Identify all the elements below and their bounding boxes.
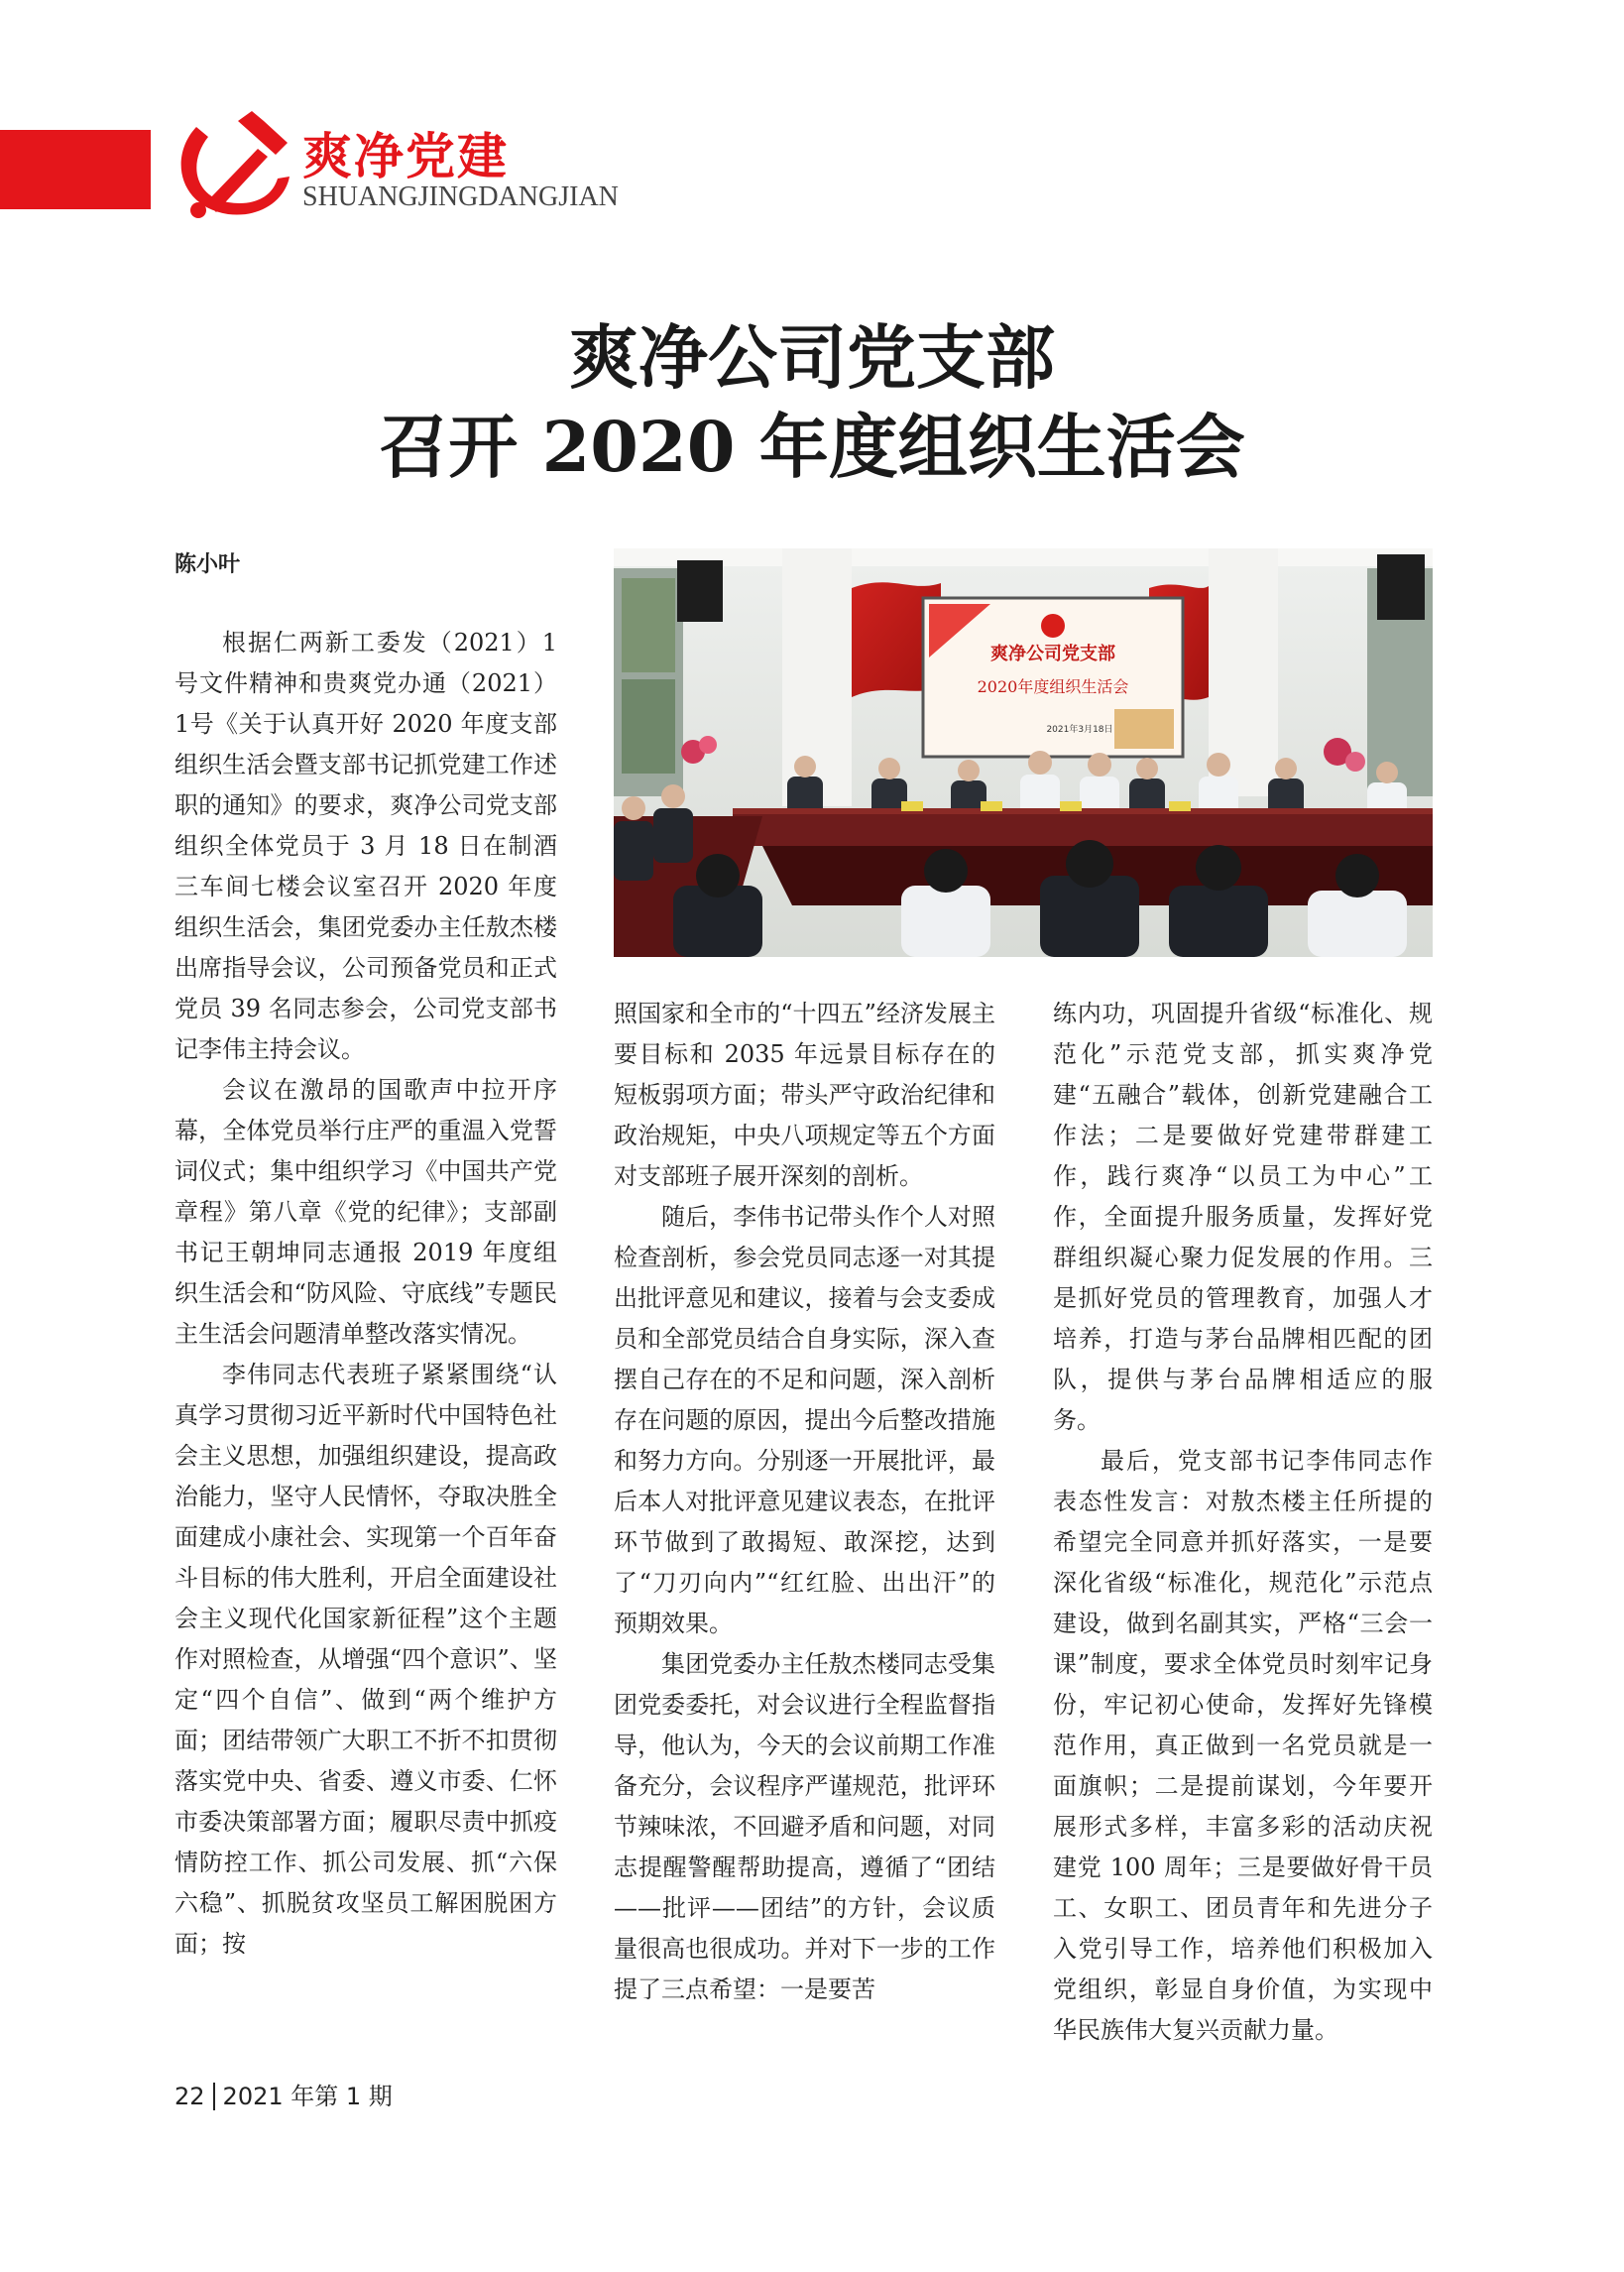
article-title-line2: 召开 2020 年度组织生活会 (379, 406, 1245, 488)
author-name: 陈小叶 (174, 552, 241, 577)
article-column-3 (1053, 994, 1433, 2051)
paragraph: 最后，党支部书记李伟同志作表态性发言：对敖杰楼主任所提的希望完全同意并抓好落实，一是要深化省级“标准化，规范化”示范点建设，做到名副其实，严格“三会一课”制度，要求全体党员时刻牢记身份，牢记初心使命，发挥好先锋模范作用，真正做到一名党员就是一面旗帜；二是提前谋划，今年要开展形式多样，丰富多彩的活动庆祝建党 100 周年；三是要做好骨干员工、女职工、团员青年和先进分子入党引导工作，培养他们积极加入党组织，彰显自身价值，为实现中华民族伟大复兴贡献力量。 (1053, 1447, 1433, 2044)
article-title-line1: 爽净公司党支部 (569, 316, 1055, 399)
paragraph: 李伟同志代表班子紧紧围绕“认真学习贯彻习近平新时代中国特色社会主义思想，加强组织建设，提高政治能力，坚守人民情怀，夺取决胜全面建成小康社会、实现第一个百年奋斗目标的伟大胜利，开启全面建设社会主义现代化国家新征程”这个主题作对照检查，从增强“四个意识”、坚定“四个自信”、做到“两个维护方面；团结带领广大职工不折不扣贯彻落实党中央、省委、遵义市委、仁怀市委决策部署方面；履职尽责中抓疫情防控工作、抓公司发展、抓“六保六稳”、抓脱贫攻坚员工解困脱困方面；按 (174, 1361, 557, 1958)
paragraph: 练内功，巩固提升省级“标准化、规范化”示范党支部，抓实爽净党建“五融合”载体，创新党建融合工作法；二是要做好党建带群建工作，践行爽净“以员工为中心”工作，全面提升服务质量，发挥好党群组织凝心聚力促发展的作用。三是抓好党员的管理教育，加强人才培养，打造与茅台品牌相匹配的团队，提供与茅台品牌相适应的服务。 (1053, 1000, 1433, 1434)
hammer-sickle-icon (169, 107, 297, 226)
article-column-1 (174, 623, 557, 1965)
paragraph: 随后，李伟书记带头作个人对照检查剖析，参会党员同志逐一对其提出批评意见和建议，接着与会支委成员和全部党员结合自身实际，深入查摆自己存在的不足和问题，深入剖析存在问题的原因，提出今后整改措施和努力方向。分别逐一开展批评，最后本人对批评意见建议表态，在批评环节做到了敢揭短、敢深挖，达到了“刀刃向内”“红红脸、出出汗”的预期效果。 (614, 1203, 995, 1637)
paragraph: 会议在激昂的国歌声中拉开序幕，全体党员举行庄严的重温入党誓词仪式；集中组织学习《中国共产党章程》第八章《党的纪律》；支部副书记王朝坤同志通报 2019 年度组织生活会和“防风险、守底线”专题民主生活会问题清单整改落实情况。 (174, 1076, 557, 1348)
screen-subtitle: 2020年度组织生活会 (977, 677, 1129, 696)
page-footer (174, 2077, 393, 2111)
article-column-2 (614, 994, 995, 2010)
issue-label: 2021 年第 1 期 (222, 2083, 393, 2110)
page-number: 22 (174, 2083, 215, 2110)
paragraph: 照国家和全市的“十四五”经济发展主要目标和 2035 年远景目标存在的短板弱项方面；带头严守政治纪律和政治规矩，中央八项规定等五个方面对支部班子展开深刻的剖析。 (614, 1000, 995, 1190)
brand-title: 爽净党建 (302, 128, 509, 185)
paragraph: 根据仁两新工委发（2021）1号文件精神和贵爽党办通（2021）1号《关于认真开好 2020 年度支部组织生活会暨支部书记抓党建工作述职的通知》的要求，爽净公司党支部组织全体党员于 3 月 18 日在制酒三车间七楼会议室召开 2020 年度组织生活会，集团党委办主任敖杰楼出席指导会议，公司预备党员和正式党员 39 名同志参会，公司党支部书记李伟主持会议。 (174, 629, 557, 1063)
screen-date: 2021年3月18日 (1046, 725, 1113, 735)
paragraph: 集团党委办主任敖杰楼同志受集团党委委托，对会议进行全程监督指导，他认为，今天的会议前期工作准备充分，会议程序严谨规范，批评环节辣味浓，不回避矛盾和问题，对同志提醒警醒帮助提高，遵循了“团结——批评——团结”的方针，会议质量很高也很成功。并对下一步的工作提了三点希望：一是要苦 (614, 1650, 995, 2003)
meeting-photo (614, 548, 1433, 957)
screen-title: 爽净公司党支部 (990, 644, 1115, 664)
brand-subtitle: SHUANGJINGDANGJIAN (302, 181, 619, 212)
header-red-bar (0, 130, 151, 209)
